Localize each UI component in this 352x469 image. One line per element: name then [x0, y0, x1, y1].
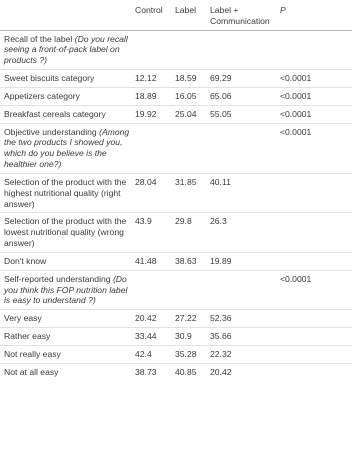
- row-label-cell: [0, 70, 131, 88]
- cell-control: 18.89: [135, 90, 157, 101]
- row-label: Objective understanding: [4, 126, 97, 137]
- cell-control: 42.4: [135, 348, 152, 359]
- row-label: Selection of the product with the highest nutritional quality (right answer): [4, 176, 127, 209]
- row-label: Sweet biscuits category: [4, 73, 95, 84]
- row-label: Very easy: [4, 313, 42, 324]
- cell-p-value: [276, 252, 352, 270]
- row-label: Don't know: [4, 255, 47, 266]
- cell-control: 43.9: [135, 216, 152, 227]
- cell-control: 38.73: [135, 366, 157, 377]
- row-label: Not at all easy: [4, 366, 59, 377]
- header-blank: [0, 0, 131, 30]
- cell-label-communication: 55.05: [210, 108, 232, 119]
- row-label: Appetizers category: [4, 90, 80, 101]
- row-label: Recall of the label: [4, 33, 73, 44]
- cell-p-value: [276, 328, 352, 346]
- cell-p-value: <0.0001: [280, 108, 312, 119]
- table-row: [0, 270, 352, 309]
- table-row: [0, 30, 352, 69]
- cell-label: [171, 30, 206, 69]
- table-row: [0, 252, 352, 270]
- row-label-cell: [0, 345, 131, 363]
- cell-label: [171, 123, 206, 173]
- cell-p-value: [276, 310, 352, 328]
- cell-control: [131, 123, 171, 173]
- row-label-cell: [0, 310, 131, 328]
- cell-control: [131, 270, 171, 309]
- row-label-cell: [0, 213, 131, 252]
- row-question: (Among the two products I showed you, which do you believe is the healthier one?): [4, 126, 130, 170]
- table-row: [0, 363, 352, 380]
- table-row: [0, 105, 352, 123]
- row-question: (Do you think this FOP nutrition label is easy to understand ?): [4, 273, 128, 306]
- cell-label-communication: 19.89: [210, 255, 232, 266]
- cell-control: 33.44: [135, 331, 157, 342]
- cell-control: [131, 30, 171, 69]
- cell-label-communication: 65.06: [210, 90, 232, 101]
- cell-control: 41.48: [135, 255, 157, 266]
- row-label-cell: [0, 363, 131, 380]
- cell-label-communication: [206, 123, 276, 173]
- cell-label: 18.59: [175, 73, 197, 84]
- row-label: Not really easy: [4, 348, 61, 359]
- table-row: [0, 345, 352, 363]
- cell-p-value: [276, 30, 352, 69]
- table-row: [0, 87, 352, 105]
- cell-label-communication: 35.66: [210, 331, 232, 342]
- table-row: [0, 70, 352, 88]
- header-label: Label: [175, 5, 197, 15]
- table-body: [0, 30, 352, 380]
- cell-label: 16.05: [175, 90, 197, 101]
- row-label-cell: [0, 30, 131, 69]
- cell-p-value: <0.0001: [280, 73, 312, 84]
- cell-label-communication: 26.3: [210, 216, 227, 227]
- cell-label: 38.63: [175, 255, 197, 266]
- cell-label: 30.9: [175, 331, 192, 342]
- cell-label: 25.04: [175, 108, 197, 119]
- cell-label: 35.28: [175, 348, 197, 359]
- cell-label-communication: 52.36: [210, 313, 232, 324]
- cell-label: [171, 270, 206, 309]
- table-row: [0, 310, 352, 328]
- cell-p-value: <0.0001: [280, 90, 312, 101]
- row-label: Rather easy: [4, 331, 51, 342]
- cell-label: 31.85: [175, 176, 197, 187]
- header-row: [0, 0, 352, 30]
- cell-control: 12.12: [135, 73, 157, 84]
- row-label-cell: [0, 123, 131, 173]
- cell-label: 40.85: [175, 366, 197, 377]
- cell-label-communication: [206, 270, 276, 309]
- table-row: [0, 213, 352, 252]
- row-label: Self-reported understanding: [4, 273, 111, 284]
- table-row: [0, 123, 352, 173]
- cell-p-value: [276, 213, 352, 252]
- header-p-value: P: [280, 5, 286, 15]
- cell-p-value: [276, 345, 352, 363]
- row-label: Breakfast cereals category: [4, 108, 106, 119]
- row-label-cell: [0, 270, 131, 309]
- header-control: Control: [135, 5, 163, 15]
- cell-control: 28.04: [135, 176, 157, 187]
- row-label-cell: [0, 328, 131, 346]
- row-label: Selection of the product with the lowest nutritional quality (wrong answer): [4, 216, 127, 249]
- cell-label-communication: [206, 30, 276, 69]
- row-question: (Do you recall seeing a front-of-pack label on products ?): [4, 33, 128, 66]
- cell-p-value: [276, 173, 352, 212]
- header-label-communication: Label + Communication: [210, 5, 270, 26]
- cell-label: 27.22: [175, 313, 197, 324]
- cell-label-communication: 22.32: [210, 348, 232, 359]
- cell-control: 20.42: [135, 313, 157, 324]
- cell-p-value: <0.0001: [280, 126, 312, 137]
- cell-p-value: [276, 363, 352, 380]
- row-label-cell: [0, 87, 131, 105]
- cell-label-communication: 20.42: [210, 366, 232, 377]
- cell-label: 29.8: [175, 216, 192, 227]
- row-label-cell: [0, 252, 131, 270]
- row-label-cell: [0, 173, 131, 212]
- cell-control: 19.92: [135, 108, 157, 119]
- cell-p-value: <0.0001: [280, 273, 312, 284]
- cell-label-communication: 69.29: [210, 73, 232, 84]
- table-row: [0, 173, 352, 212]
- row-label-cell: [0, 105, 131, 123]
- table-row: [0, 328, 352, 346]
- cell-label-communication: 40.11: [210, 176, 231, 187]
